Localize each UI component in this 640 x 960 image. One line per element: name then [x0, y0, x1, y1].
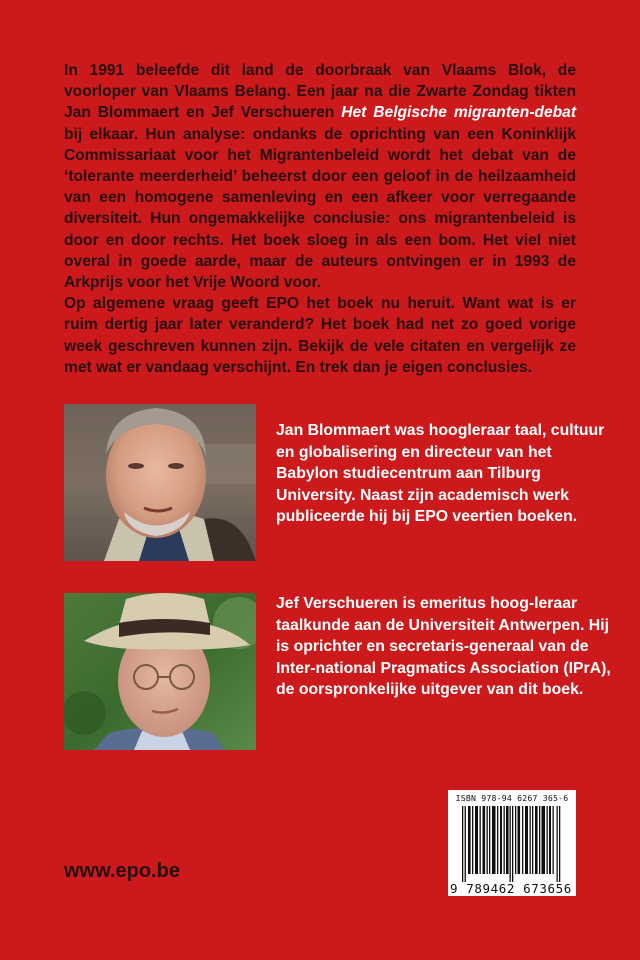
author-photo-verschueren [64, 593, 256, 750]
author-bio-blommaert: Jan Blommaert was hoogleraar taal, cultuur en globalisering en directeur van het Babylon studiecentrum aan Tilburg University. Naast zijn academisch werk publiceerde hij bij EPO veertien boeken. [276, 422, 605, 526]
publisher-website-link[interactable]: www.epo.be [64, 860, 180, 882]
back-cover-blurb [64, 60, 576, 378]
isbn-barcode [448, 790, 576, 896]
portrait-icon [64, 404, 256, 561]
isbn-label: ISBN 978-94 6267 365-6 [455, 793, 569, 803]
blurb-rest: bij elkaar. Hun analyse: ondanks de oprichting van een Koninklijk Commissariaat voor het Migrantenbeleid wordt het debat van de ‘tolerante meerderheid’ beheerst door een geloof in de heilzaamheid van een homogene samenleving en een afkeer voor verregaande diversiteit. Hun ongemakkelijke conclusie: ons migrantenbeleid is door en door rechts. Het boek sloeg in als een bom. Het viel niet overal in goede aarde, maar de auteurs ontvingen er in 1993 de Arkprijs voor het Vrije Woord voor. [64, 125, 576, 292]
barcode-icon [462, 806, 562, 882]
author-bio-verschueren: Jef Verschueren is emeritus hoog-leraar taalkunde aan de Universiteit Antwerpen. Hij is oprichter en secretaris-generaal van de Inter-national Pragmatics Association (IPrA), de oorspronkelijke uitgever van dit boek. [276, 595, 611, 699]
ean-digits: 9 789462 673656 [450, 881, 572, 896]
blurb-intro: In 1991 beleefde dit land de doorbraak van Vlaams Blok, de voorloper van Vlaams Belang. Een jaar na die Zwarte Zondag tikten Jan Blommaert en Jef Verschueren [64, 62, 576, 122]
book-title-reference: Het Belgische migranten-debat [341, 104, 577, 122]
blurb-paragraph-2: Op algemene vraag geeft EPO het boek nu heruit. Want wat is er ruim dertig jaar later veranderd? Het boek had net zo goed vorige week geschreven kunnen zijn. Bekijk de vele citaten en vergelijk ze met wat er vandaag verschijnt. En trek dan je eigen conclusies. [64, 295, 576, 376]
author-photo-blommaert [64, 404, 256, 561]
blurb-paragraph-1 [64, 60, 576, 293]
portrait-icon [64, 593, 256, 750]
